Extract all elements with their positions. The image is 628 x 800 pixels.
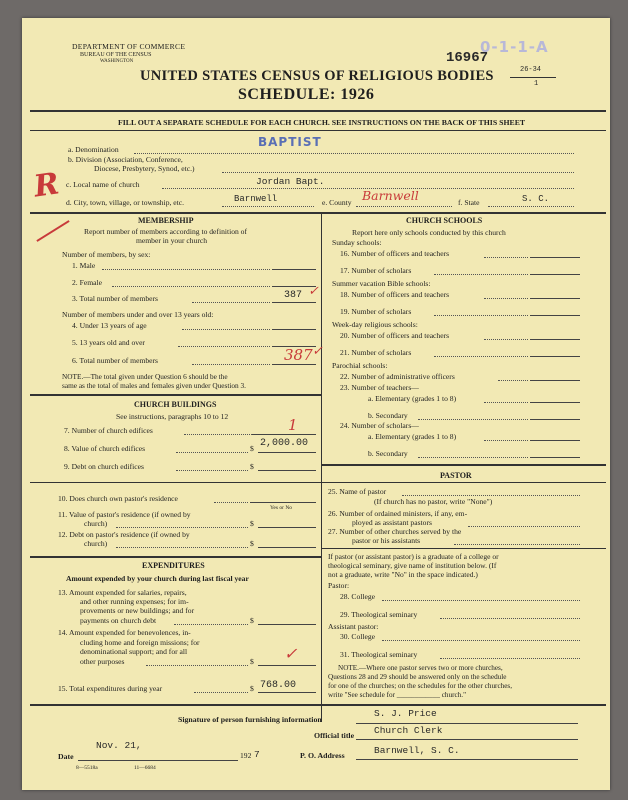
fraction-top: 26-34 (520, 66, 542, 74)
q21-line (434, 356, 528, 357)
q7-label: 7. Number of church edifices (64, 426, 153, 435)
q24b-label: b. Secondary (368, 449, 408, 458)
q3-answer-line (272, 302, 316, 303)
official-title-label: Official title (314, 731, 355, 740)
q24a-label: a. Elementary (grades 1 to 8) (368, 432, 457, 441)
local-name-label: c. Local name of church (66, 180, 140, 189)
parochial-label: Parochial schools: (332, 361, 388, 370)
q26-label-1: 26. Number of ordained ministers, if any, em- (328, 509, 468, 518)
q19-answer-line (530, 315, 580, 316)
q18-answer-line (530, 298, 580, 299)
date-label: Date (58, 752, 74, 761)
signature-label: Signature of person furnishing information (178, 715, 322, 724)
q21-label: 21. Number of scholars (340, 348, 412, 357)
denomination-line (134, 153, 574, 154)
q23a-label: a. Elementary (grades 1 to 8) (368, 394, 457, 403)
q14-line-2: cluding home and foreign missions; for (80, 638, 200, 647)
pastor-note-3: for one of the churches; on the schedules for the other churches, (328, 682, 513, 690)
date-line (78, 760, 238, 761)
membership-heading: MEMBERSHIP (138, 216, 194, 225)
denomination-value: BAPTIST (258, 135, 322, 149)
q2-female-label: 2. Female (72, 278, 102, 287)
q13-dollar: $ (250, 616, 254, 625)
q19-label: 19. Number of scholars (340, 307, 412, 316)
pastor-note-4: write "See schedule for ____________ church." (328, 691, 467, 699)
graduate-note-1: If pastor (or assistant pastor) is a graduate of a college or (328, 552, 499, 561)
q27-line (454, 544, 580, 545)
section-rule (30, 212, 606, 214)
q27-label-1: 27. Number of other churches served by the (328, 527, 462, 536)
assistant-sublabel: Assistant pastor: (328, 622, 379, 631)
city-value: Barnwell (234, 194, 278, 204)
q29-line (440, 618, 580, 619)
q6-line (192, 364, 270, 365)
q4-line (182, 329, 270, 330)
q15-answer-line (258, 692, 316, 693)
graduate-rule (321, 548, 606, 549)
department-label: DEPARTMENT OF COMMERCE (72, 42, 186, 51)
red-margin-mark: R (31, 166, 62, 205)
state-value: S. C. (522, 194, 550, 204)
q23a-line (484, 402, 528, 403)
q22-line (498, 380, 528, 381)
q26-line (468, 526, 580, 527)
q20-label: 20. Number of officers and teachers (340, 331, 450, 340)
schedule-instruction: FILL OUT A SEPARATE SCHEDULE FOR EACH CHURCH. SEE INSTRUCTIONS ON THE BACK OF THIS SHEET (118, 118, 526, 127)
q16-label: 16. Number of officers and teachers (340, 249, 450, 258)
q11-line (116, 527, 248, 528)
q25-hint: (If church has no pastor, write "None") (374, 497, 493, 506)
q6-total-label: 6. Total number of members (72, 356, 159, 365)
date-value: Nov. 21, (96, 740, 142, 751)
serial-number: 16967 (446, 50, 489, 66)
by-sex-label: Number of members, by sex: (62, 250, 151, 259)
q14-line-4: other purposes (80, 657, 125, 666)
signature-value: S. J. Price (374, 708, 437, 719)
schedule-title: SCHEDULE: 1926 (238, 86, 375, 103)
division-label-1: b. Division (Association, Conference, (68, 155, 183, 164)
county-label: e. County (322, 198, 352, 207)
form-number: 8—5518a (76, 765, 98, 771)
q6-red-check: ✓ (312, 344, 323, 359)
q9-dollar: $ (250, 462, 254, 471)
pastor-heading-rule (321, 482, 606, 483)
buildings-subtitle: See instructions, paragraphs 10 to 12 (116, 412, 229, 421)
membership-intro-1: Report number of members according to definition of (84, 227, 248, 236)
po-address-label: P. O. Address (300, 751, 345, 760)
schools-heading: CHURCH SCHOOLS (406, 216, 483, 225)
q3-total-label: 3. Total number of members (72, 294, 159, 303)
county-value: Barnwell (362, 188, 419, 203)
q23b-answer-line (530, 419, 580, 420)
fraction-bottom: 1 (534, 80, 539, 88)
q8-label: 8. Value of church edifices (64, 444, 146, 453)
document-title: UNITED STATES CENSUS OF RELIGIOUS BODIES (140, 68, 494, 84)
code-stamp: 0-1-1-A (480, 38, 549, 56)
q5-over13-label: 5. 13 years old and over (72, 338, 145, 347)
graduate-note-3: not a graduate, write "No" in the space indicated.) (328, 570, 478, 579)
q23b-line (418, 419, 528, 420)
q2-line (112, 286, 270, 287)
q15-value: 768.00 (260, 680, 297, 691)
header-rule-top (30, 110, 606, 112)
po-address-line (356, 759, 578, 760)
q9-line (176, 470, 248, 471)
q12-label-2: church) (84, 539, 108, 548)
q24a-answer-line (530, 440, 580, 441)
q14-line-3: denominational support; and for all (80, 647, 188, 656)
footer-rule (30, 704, 606, 706)
city-label: d. City, town, village, or township, etc. (66, 198, 185, 207)
q17-label: 17. Number of scholars (340, 266, 412, 275)
q1-answer-line (272, 269, 316, 270)
pastor-heading: PASTOR (440, 471, 472, 480)
summer-label: Summer vacation Bible schools: (332, 279, 431, 288)
year-prefix: 192 (240, 751, 252, 760)
q23-label: 23. Number of teachers— (340, 383, 419, 392)
q4-under13-label: 4. Under 13 years of age (72, 321, 147, 330)
q19-line (434, 315, 528, 316)
q13-line-4: payments on church debt (80, 616, 157, 625)
q8-line (176, 452, 248, 453)
expenditures-rule (30, 556, 322, 558)
q9-label: 9. Debt on church edifices (64, 462, 144, 471)
q13-line (174, 624, 248, 625)
q9-answer-line (258, 470, 316, 471)
q1-line (102, 269, 270, 270)
q10-line (214, 502, 248, 503)
pastor-sublabel: Pastor: (328, 581, 350, 590)
age-intro-label: Number of members under and over 13 years old: (62, 310, 214, 319)
q13-line-2: and other running expenses; for im- (80, 597, 189, 606)
bureau-label: BUREAU OF THE CENSUS (80, 52, 152, 58)
pastor-note-2: Questions 28 and 29 should be answered only on the schedule (328, 673, 507, 681)
census-schedule-sheet (22, 18, 610, 790)
q11-dollar: $ (250, 519, 254, 528)
q24a-line (484, 440, 528, 441)
q11-label-2: church) (84, 519, 108, 528)
q23b-label: b. Secondary (368, 411, 408, 420)
q25-line (402, 495, 580, 496)
q14-red-check: ✓ (284, 644, 298, 663)
official-title-line (356, 739, 578, 740)
q11-label-1: 11. Value of pastor's residence (if owned by (58, 510, 191, 519)
q7-line (184, 434, 252, 435)
q18-label: 18. Number of officers and teachers (340, 290, 450, 299)
q14-answer-line (258, 665, 316, 666)
q28-line (382, 600, 580, 601)
q3-red-check: ✓ (308, 284, 319, 299)
q3-value: 387 (284, 290, 303, 301)
state-label: f. State (458, 198, 480, 207)
q7-answer-line (252, 434, 316, 435)
q16-answer-line (530, 257, 580, 258)
q20-line (484, 339, 528, 340)
membership-intro-2: member in your church (136, 236, 208, 245)
q13-line-3: provements or new buildings; and for (80, 606, 195, 615)
q1-male-label: 1. Male (72, 261, 96, 270)
q25-label: 25. Name of pastor (328, 487, 387, 496)
q17-line (434, 274, 528, 275)
q27-label-2: pastor or his assistants (352, 536, 421, 545)
q22-label: 22. Number of administrative officers (340, 372, 455, 381)
denomination-label: a. Denomination (68, 145, 119, 154)
q13-answer-line (258, 624, 316, 625)
header-rule-bottom (30, 130, 606, 131)
q8-answer-line (258, 452, 316, 453)
q8-value: 2,000.00 (260, 438, 309, 449)
q10-label: 10. Does church own pastor's residence (58, 494, 178, 503)
signature-line (356, 723, 578, 724)
year-value: 7 (254, 749, 260, 760)
state-line (488, 206, 574, 207)
q11-answer-line (258, 527, 316, 528)
buildings-rule (30, 394, 322, 396)
division-line (222, 172, 574, 173)
q7-value: 1 (288, 416, 298, 434)
q23a-answer-line (530, 402, 580, 403)
q24b-answer-line (530, 457, 580, 458)
column-divider (321, 212, 322, 722)
q30-line (382, 640, 580, 641)
q14-line-1: 14. Amount expended for benevolences, in- (58, 628, 191, 637)
q8-dollar: $ (250, 444, 254, 453)
q15-dollar: $ (250, 684, 254, 693)
q26-label-2: ployed as assistant pastors (352, 518, 432, 527)
q12-line (116, 547, 248, 548)
fraction-bar (510, 77, 556, 78)
q12-label-1: 12. Debt on pastor's residence (if owned by (58, 530, 190, 539)
city-label: WASHINGTON (100, 59, 134, 64)
official-title-value: Church Clerk (374, 725, 443, 736)
pastor-note-1: NOTE.—Where one pastor serves two or more churches, (338, 664, 503, 672)
membership-note-2: same as the total of males and females given under Question 3. (62, 381, 246, 390)
q31-line (440, 658, 580, 659)
q13-line-1: 13. Amount expended for salaries, repairs, (58, 588, 187, 597)
weekday-label: Week-day religious schools: (332, 320, 418, 329)
red-pencil-stroke (36, 220, 69, 242)
q6-answer-line (272, 364, 316, 365)
local-name-value: Jordan Bapt. (256, 176, 325, 187)
q30-label: 30. College (340, 632, 376, 641)
pastor-rule (321, 464, 606, 466)
q29-label: 29. Theological seminary (340, 610, 418, 619)
q5-line (178, 346, 270, 347)
po-address-value: Barnwell, S. C. (374, 745, 460, 756)
schools-intro: Report here only schools conducted by this church (352, 228, 506, 237)
q28-label: 28. College (340, 592, 376, 601)
q10-answer-line (250, 502, 316, 503)
q14-line (146, 665, 248, 666)
q14-dollar: $ (250, 657, 254, 666)
q22-answer-line (530, 380, 580, 381)
division-label-2: Diocese, Presbytery, Synod, etc.) (94, 164, 195, 173)
q6-value: 387 (284, 346, 313, 364)
city-line (222, 206, 314, 207)
form-number-2: 11—6684 (134, 765, 156, 771)
q3-line (192, 302, 270, 303)
q4-answer-line (272, 329, 316, 330)
q12-answer-line (258, 547, 316, 548)
expenditures-subtitle: Amount expended by your church during last fiscal year (66, 574, 249, 583)
q16-line (484, 257, 528, 258)
membership-note-1: NOTE.—The total given under Question 6 should be the (62, 372, 228, 381)
q15-label: 15. Total expenditures during year (58, 684, 163, 693)
graduate-note-2: theological seminary, give name of institution below. (If (328, 561, 497, 570)
q17-answer-line (530, 274, 580, 275)
county-line (356, 206, 452, 207)
yes-no-hint: Yes or No (270, 505, 293, 511)
q31-label: 31. Theological seminary (340, 650, 418, 659)
sunday-label: Sunday schools: (332, 238, 382, 247)
q20-answer-line (530, 339, 580, 340)
q21-answer-line (530, 356, 580, 357)
residence-rule (30, 482, 322, 483)
q24-label: 24. Number of scholars— (340, 421, 419, 430)
expenditures-heading: EXPENDITURES (142, 561, 205, 570)
q15-line (194, 692, 248, 693)
q18-line (484, 298, 528, 299)
q12-dollar: $ (250, 539, 254, 548)
q24b-line (418, 457, 528, 458)
buildings-heading: CHURCH BUILDINGS (134, 400, 217, 409)
